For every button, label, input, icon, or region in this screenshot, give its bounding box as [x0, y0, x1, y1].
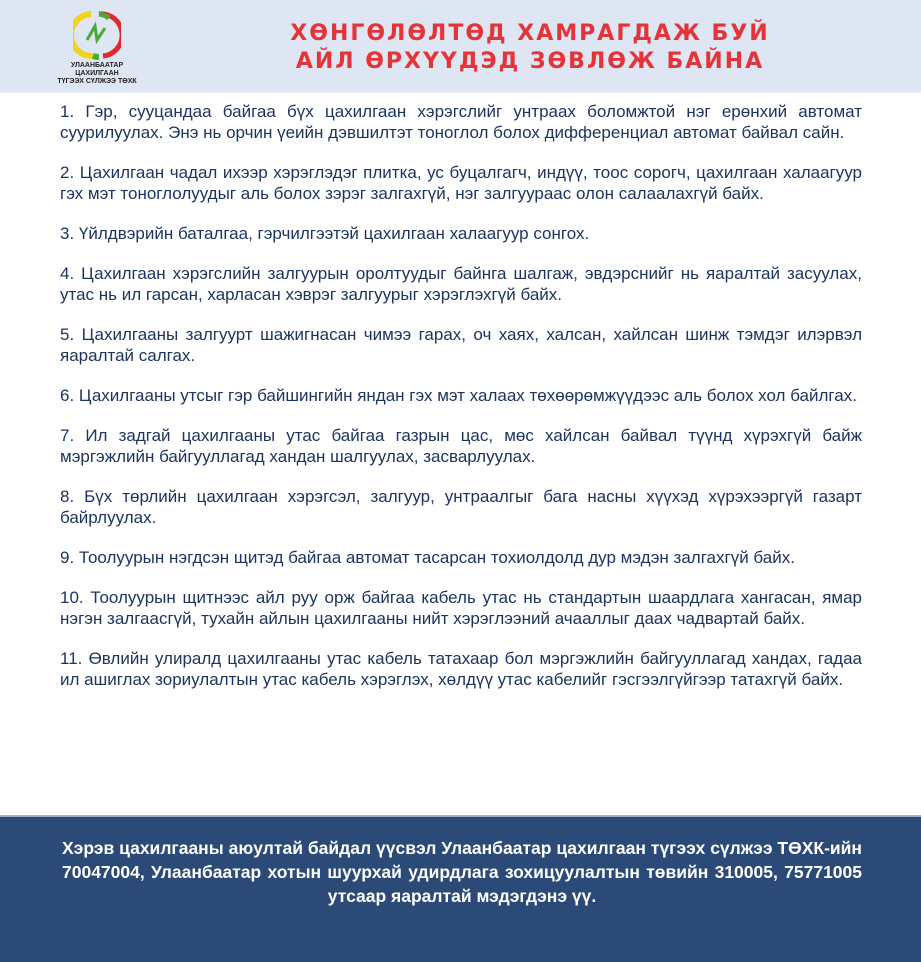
advice-item-5: 5. Цахилгааны залгуурт шажигнасан чимээ гарах, оч хаях, халсан, хайлсан шинж тэмдэг илэрвэл яаралтай салгах. [60, 325, 862, 365]
advice-item-1: 1. Гэр, сууцандаа байгаа бүх цахилгаан хэрэгслийг унтраах боломжтой нэг ерөнхий автомат суурилуулах. Энэ нь орчин үеийн дэвшилтэт тоноглол болох дифференциал автомат байвал сайн. [60, 102, 862, 142]
lightning-logo-icon [73, 10, 121, 60]
advice-item-11: 11. Өвлийн улиралд цахилгааны утас кабель татахаар бол мэргэжлийн байгууллагад хандах, гадаа ил ашиглах зориулалтын утас кабель хэрэглэх, хөлдүү утас кабелийг гэсгээлгүйгээр татахгүй байх. [60, 649, 862, 689]
emergency-contact-text: Хэрэв цахилгааны аюултай байдал үүсвэл Улаанбаатар цахилгаан түгээх сүлжээ ТӨХК-ийн 70047004, Улаанбаатар хотын шуурхай удирдлага зохицуулалтын төвийн 310005, 75771005 утсаар яаралтай мэдэгдэнэ үү. [62, 838, 862, 906]
emergency-contact-banner [0, 815, 921, 962]
advice-item-3: 3. Үйлдвэрийн баталгаа, гэрчилгээтэй цахилгаан халаагуур сонгох. [60, 224, 590, 243]
title-line2: АЙЛ ӨРХҮҮДЭД ЗӨВЛӨЖ БАЙНА [295, 49, 765, 74]
logo-text-line1: УЛААНБААТАР ЦАХИЛГААН [70, 62, 124, 77]
company-logo [52, 10, 142, 85]
advice-item-2: 2. Цахилгаан чадал ихээр хэрэглэдэг плитка, ус буцалгагч, индүү, тоос сорогч, цахилгаан халаагуур гэх мэт тоноглолуудыг аль болох зэрэг залгахгүй, нэг залгуураас олон салаалахгүй байх. [60, 163, 862, 203]
advice-item-10: 10. Тоолуурын щитнээс айл руу орж байгаа кабель утас нь стандартын шаардлага хангасан, ямар нэгэн залгаасгүй, тухайн айлын цахилгааны нийт хэрэглээний ачааллыг даах чадвартай байх. [60, 588, 862, 628]
header-banner [0, 0, 921, 93]
advice-item-4: 4. Цахилгаан хэрэгслийн залгуурын оролтуудыг байнга шалгаж, эвдэрснийг нь яаралтай засуулах, утас нь ил гарсан, харласан хэврэг залгуурыг хэрэглэхгүй байх. [60, 264, 862, 304]
advice-item-7: 7. Ил задгай цахилгааны утас байгаа газрын цас, мөс хайлсан байвал түүнд хүрэхгүй байж мэргэжлийн байгууллагад хандан шалгуулах, засварлуулах. [60, 426, 862, 466]
advice-item-9: 9. Тоолуурын нэгдсэн щитэд байгаа автомат тасарсан тохиолдолд дур мэдэн залгахгүй байх. [60, 548, 795, 567]
advice-item-8: 8. Бүх төрлийн цахилгаан хэрэгсэл, залгуур, унтраалгыг бага насны хүүхэд хүрэхээргүй газарт байрлуулах. [60, 487, 862, 527]
advice-list [60, 101, 862, 709]
advice-item-6: 6. Цахилгааны утсыг гэр байшингийн яндан гэх мэт халаах төхөөрөмжүүдээс аль болох хол байлгах. [60, 386, 857, 405]
page-title [270, 20, 790, 76]
title-line1: ХӨНГӨЛӨЛТӨД ХАМРАГДАЖ БУЙ [290, 21, 770, 46]
logo-text-line2: ТҮГЭЭХ СҮЛЖЭЭ ТӨХК [57, 78, 137, 85]
